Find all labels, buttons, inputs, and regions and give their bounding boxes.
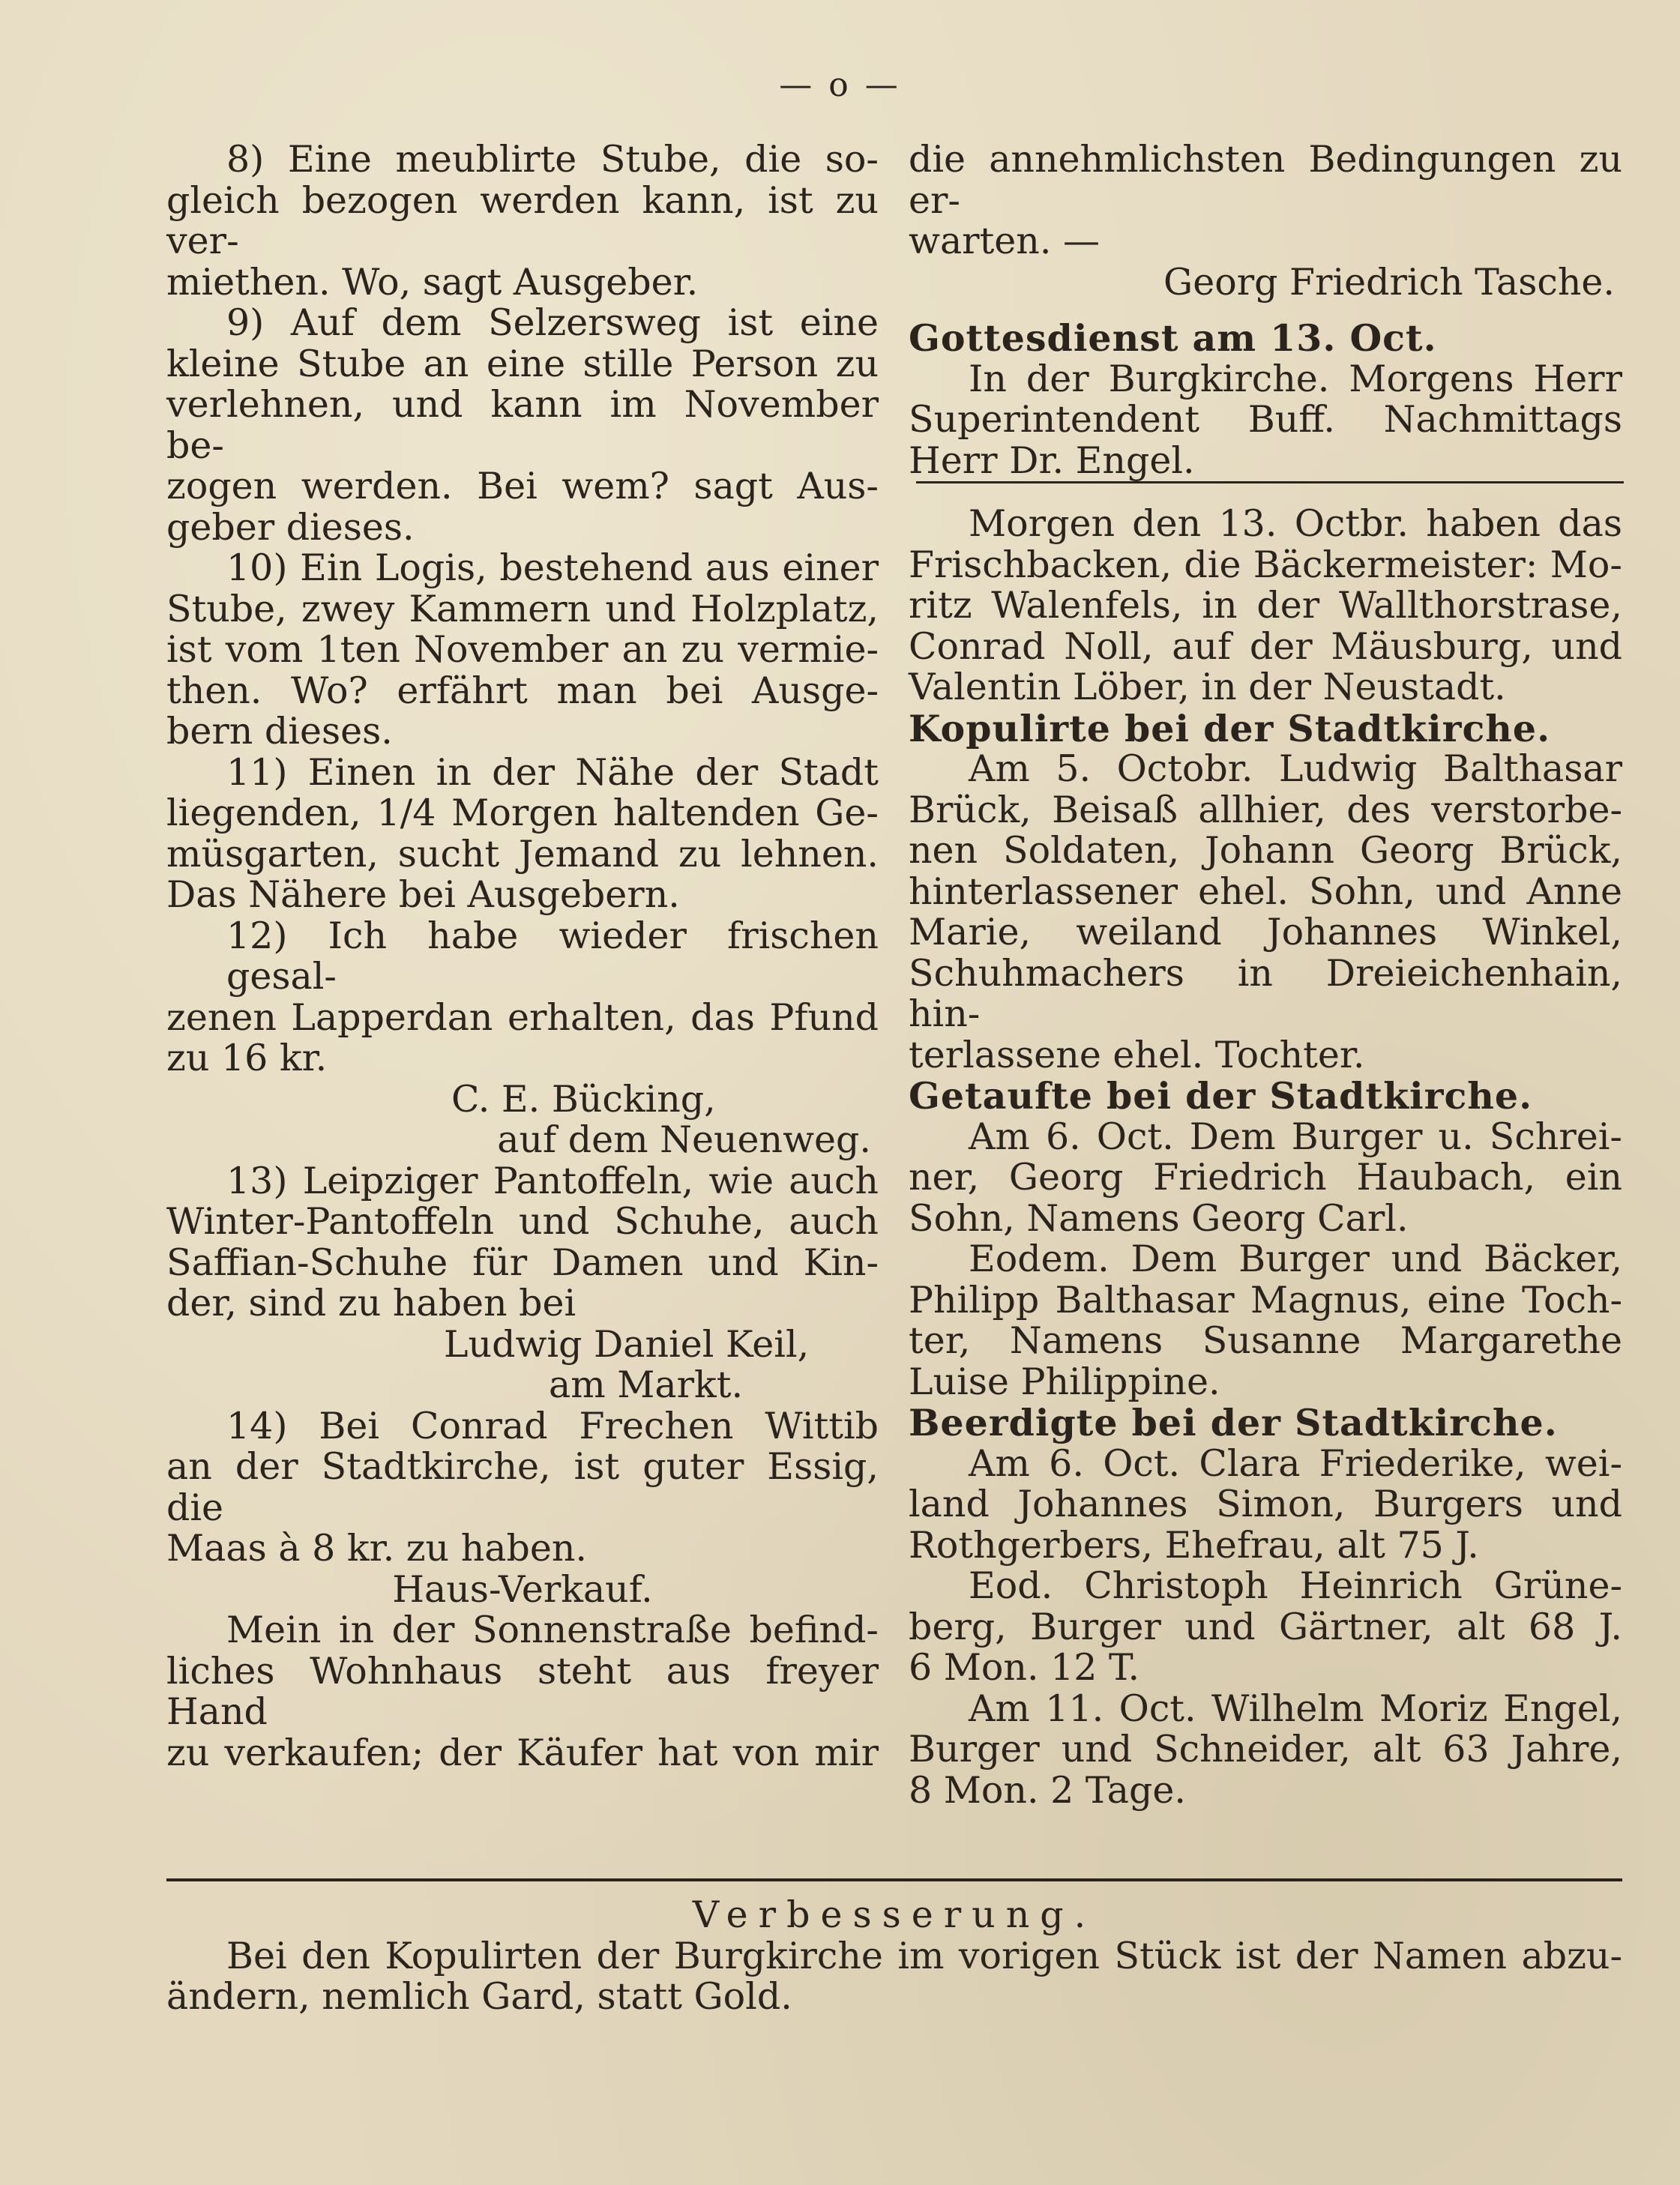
text-line: 8) Eine meublirte Stube, die so- (226, 138, 879, 181)
text-line: müsgarten, sucht Jemand zu lehnen. (166, 832, 879, 875)
text-line: terlassene ehel. Tochter. (909, 1033, 1365, 1076)
kopulirte-title: Kopulirte bei der Stadtkirche. (909, 706, 1551, 750)
text-line: 14) Bei Conrad Frechen Wittib (226, 1404, 879, 1447)
text-line: ändern, nemlich Gard, statt Gold. (166, 1975, 792, 2018)
text-line: Mein in der Sonnenstraße befind- (226, 1609, 879, 1651)
ad-11 (166, 750, 879, 916)
ad-8 (166, 139, 879, 303)
ad-12-signature (166, 1079, 879, 1161)
ad-14 (166, 1406, 879, 1570)
text-line: liegenden, 1/4 Morgen haltenden Ge- (166, 792, 879, 834)
text-line: zu verkaufen; der Käufer hat von mir (166, 1731, 879, 1774)
text-line: ritz Walenfels, in der Wallthorstrase, (909, 584, 1622, 627)
text-line: liches Wohnhaus steht aus freyer Hand (166, 1649, 879, 1733)
text-line: zenen Lapperdan erhalten, das Pfund (166, 995, 879, 1039)
signature-line: am Markt. (549, 1363, 744, 1406)
signature-line: Ludwig Daniel Keil, (444, 1322, 810, 1366)
text-line: zogen werden. Bei wem? sagt Aus- (166, 465, 879, 507)
text-line: warten. — (909, 220, 1100, 262)
section-divider (916, 481, 1624, 483)
left-column (166, 139, 879, 1773)
text-line: Herr Dr. Engel. (909, 438, 1195, 482)
beerdigte (909, 1441, 1622, 1812)
right-column (909, 139, 1622, 1811)
footer-divider (166, 1878, 1622, 1881)
text-line: Bei den Kopulirten der Burgkirche im vorigen Stück ist der Namen abzu- (226, 1934, 1622, 1977)
text-line: nen Soldaten, Johann Georg Brück, (909, 829, 1622, 872)
text-line: der, sind zu haben bei (166, 1282, 576, 1324)
text-line: ist vom 1ten November an zu vermie- (166, 628, 879, 671)
text-line: ner, Georg Friedrich Haubach, ein (909, 1156, 1622, 1199)
text-line: Am 5. Octobr. Ludwig Balthasar (969, 747, 1622, 790)
ad-9 (166, 303, 879, 548)
haus-verkauf-continued (909, 139, 1622, 303)
correction-title: Verbesserung. (692, 1893, 1097, 1936)
text-line: Brück, Beisaß allhier, des verstorbe- (909, 788, 1622, 831)
gottesdienst (909, 359, 1622, 482)
text-line: die annehmlichsten Bedingungen zu er- (909, 138, 1622, 222)
text-line: Philipp Balthasar Magnus, eine Toch- (909, 1278, 1622, 1321)
text-line: 6 Mon. 12 T. (909, 1646, 1140, 1689)
text-line: 10) Ein Logis, bestehend aus einer (226, 546, 879, 589)
text-line: gleich bezogen werden kann, ist zu ver- (166, 178, 879, 262)
page-number: — o — (779, 66, 901, 104)
text-line: Rothgerbers, Ehefrau, alt 75 J. (909, 1523, 1479, 1567)
text-line: ter, Namens Susanne Margarethe (909, 1319, 1622, 1362)
text-line: miethen. Wo, sagt Ausgeber. (166, 260, 699, 304)
text-line: verlehnen, und kann im November be- (166, 383, 879, 467)
gottesdienst-title: Gottesdienst am 13. Oct. (909, 316, 1437, 360)
text-line: Eod. Christoph Heinrich Grüne- (969, 1564, 1622, 1607)
text-line: Am 6. Oct. Clara Friederike, wei- (969, 1441, 1622, 1485)
text-line: Winter-Pantoffeln und Schuhe, auch (166, 1200, 879, 1243)
text-line: Morgen den 13. Octbr. haben das (969, 502, 1622, 545)
text-line: an der Stadtkirche, ist guter Essig, die (166, 1445, 879, 1529)
text-line: Maas à 8 kr. zu haben. (166, 1527, 587, 1570)
text-line: 11) Einen in der Nähe der Stadt (226, 750, 879, 794)
text-line: Marie, weiland Johannes Winkel, (909, 911, 1622, 953)
text-line: Conrad Noll, auf der Mäusburg, und (909, 624, 1622, 668)
ad-10 (166, 548, 879, 753)
text-line: Eodem. Dem Burger und Bäcker, (969, 1238, 1622, 1280)
ad-12 (166, 916, 879, 1079)
text-line: Stube, zwey Kammern und Holzplatz, (166, 587, 879, 630)
text-line: Am 6. Oct. Dem Burger u. Schrei- (969, 1115, 1622, 1158)
text-line: Burger und Schneider, alt 63 Jahre, (909, 1728, 1622, 1770)
text-line: berg, Burger und Gärtner, alt 68 J. (909, 1605, 1622, 1648)
text-line: zu 16 kr. (166, 1037, 328, 1079)
text-line: In der Burgkirche. Morgens Herr (969, 357, 1622, 400)
text-line: bern dieses. (166, 710, 393, 753)
beerdigte-title: Beerdigte bei der Stadtkirche. (909, 1401, 1558, 1444)
text-line: land Johannes Simon, Burgers und (909, 1483, 1622, 1525)
text-line: Sohn, Namens Georg Carl. (909, 1196, 1409, 1240)
signature-line: C. E. Bücking, (451, 1077, 716, 1121)
text-line: Valentin Löber, in der Neustadt. (909, 666, 1506, 708)
text-line: 8 Mon. 2 Tage. (909, 1768, 1186, 1812)
text-line: 12) Ich habe wieder frischen gesal- (226, 914, 879, 998)
getaufte (909, 1117, 1622, 1403)
text-line: 13) Leipziger Pantoffeln, wie auch (226, 1159, 879, 1202)
text-line: Das Nähere bei Ausgebern. (166, 873, 680, 916)
text-line: geber dieses. (166, 505, 415, 549)
text-line: kleine Stube an eine stille Person zu (166, 342, 879, 385)
text-line: Luise Philippine. (909, 1360, 1220, 1403)
kopulirte (909, 749, 1622, 1076)
text-line: Frischbacken, die Bäckermeister: Mo- (909, 543, 1622, 586)
haus-verkauf (166, 1610, 879, 1773)
text-line: Saffian-Schuhe für Damen und Kin- (166, 1241, 879, 1284)
text-line: Am 11. Oct. Wilhelm Moriz Engel, (969, 1687, 1622, 1730)
correction-notice (166, 1895, 1622, 2018)
text-line: 9) Auf dem Selzersweg ist eine (226, 301, 879, 344)
text-line: Schuhmachers in Dreieichenhain, hin- (909, 951, 1622, 1035)
text-line: Superintendent Buff. Nachmittags (909, 398, 1622, 441)
text-line: then. Wo? erfährt man bei Ausge- (166, 669, 879, 712)
signature-line: auf dem Neuenweg. (497, 1118, 871, 1161)
getaufte-title: Getaufte bei der Stadtkirche. (909, 1074, 1533, 1118)
baecker-notice (909, 504, 1622, 708)
ad-13 (166, 1161, 879, 1324)
signature-line: Georg Friedrich Tasche. (1163, 260, 1615, 304)
text-line: hinterlassener ehel. Sohn, und Anne (909, 870, 1622, 913)
haus-verkauf-title: Haus-Verkauf. (392, 1567, 653, 1611)
ad-13-signature (166, 1324, 879, 1406)
